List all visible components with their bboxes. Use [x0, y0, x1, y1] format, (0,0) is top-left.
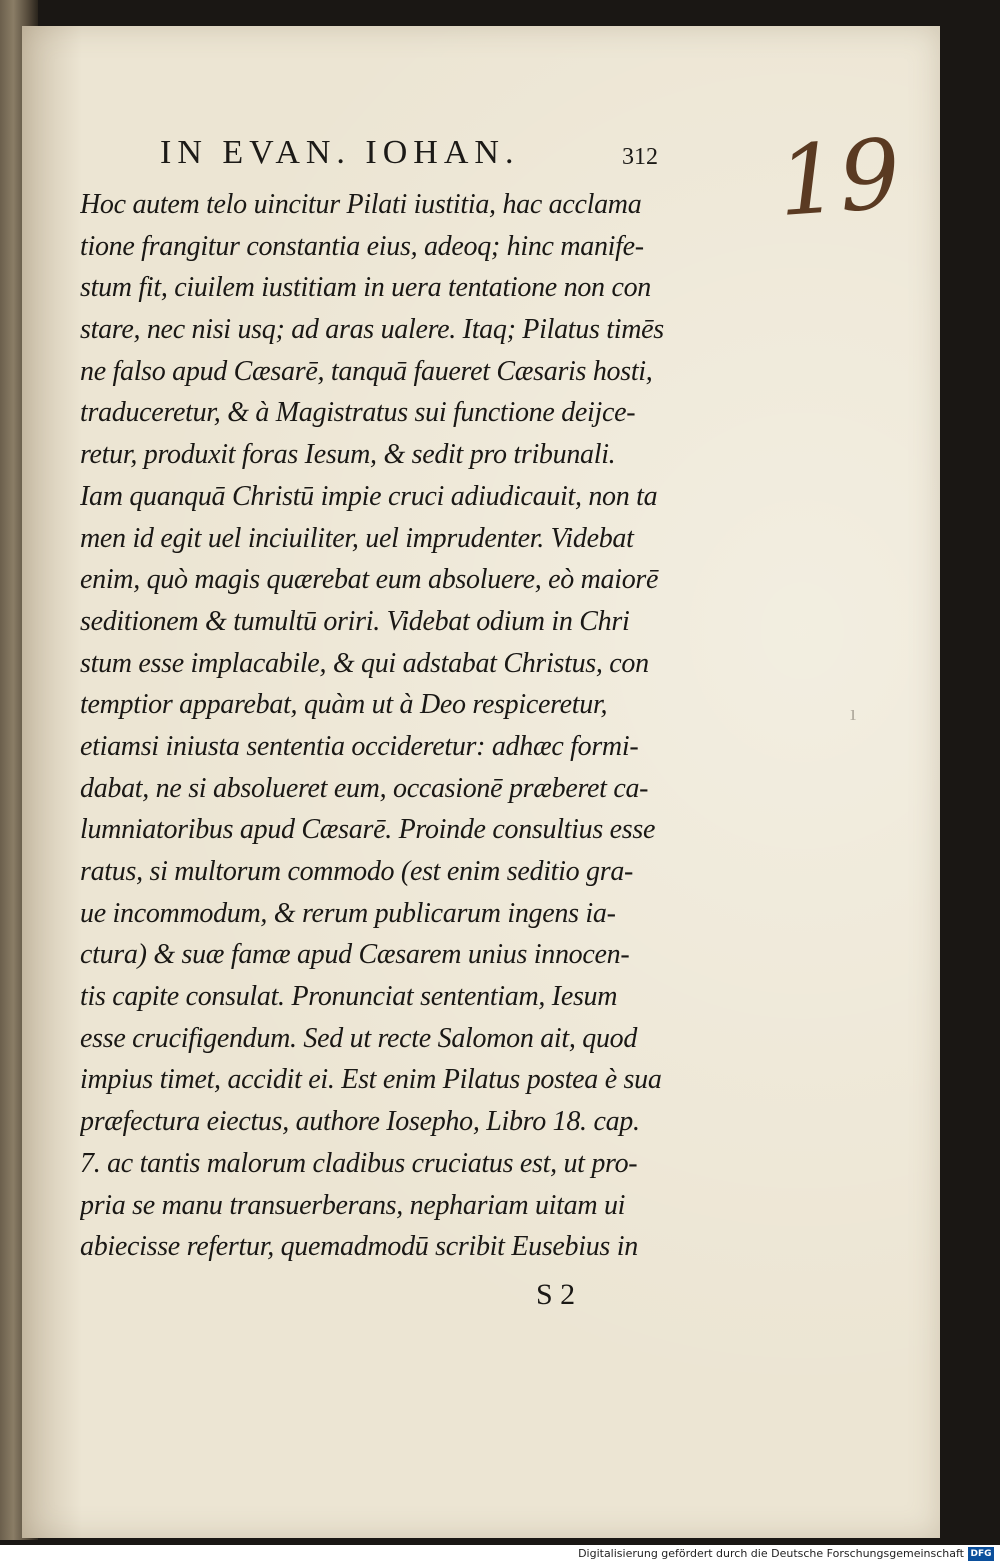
text-line: stum fit, ciuilem iustitiam in uera tentatione non con: [80, 272, 651, 304]
text-line: lumniatoribus apud Cæsarē. Proinde consultius esse: [80, 814, 656, 846]
page-header: [160, 134, 680, 174]
page-number: 312: [622, 144, 658, 170]
signature-mark: S 2: [536, 1278, 576, 1311]
dfg-logo: DFG: [968, 1547, 994, 1561]
text-line: ne falso apud Cæsarē, tanquā faueret Cæsaris hosti,: [80, 355, 653, 387]
text-line: ctura) & suæ famæ apud Cæsarem unius innocen-: [80, 939, 630, 971]
handwritten-folio-number: 19: [774, 117, 904, 239]
body-text: [80, 184, 710, 1268]
text-line: men id egit uel inciuiliter, uel imprudenter. Videbat: [80, 522, 634, 554]
text-line: impius timet, accidit ei. Est enim Pilatus postea è sua: [80, 1064, 662, 1096]
text-line: Hoc autem telo uincitur Pilati iustitia, hac acclama: [80, 189, 642, 220]
text-line: præfectura eiectus, authore Iosepho, Libro 18. cap.: [80, 1106, 640, 1138]
text-line: Iam quanquā Christū impie cruci adiudicauit, non ta: [80, 480, 658, 512]
bleed-through-mark: ı: [850, 700, 857, 725]
text-line: stum esse implacabile, & qui adstabat Christus, con: [80, 647, 649, 679]
text-line: retur, produxit foras Iesum, & sedit pro tribunali.: [80, 439, 616, 471]
text-line: traduceretur, & à Magistratus sui functione deijce-: [80, 397, 636, 429]
text-line: pria se manu transuerberans, nephariam uitam ui: [80, 1189, 626, 1221]
text-line: seditionem & tumultū oriri. Videbat odium in Chri: [80, 605, 630, 637]
text-line: abiecisse refertur, quemadmodū scribit Eusebius in: [80, 1231, 638, 1263]
funding-credit: Digitalisierung gefördert durch die Deutsche Forschungsgemeinschaft: [578, 1547, 964, 1560]
text-line: 7. ac tantis malorum cladibus cruciatus est, ut pro-: [80, 1147, 638, 1179]
running-title: IN EVAN. IOHAN.: [160, 134, 520, 171]
text-line: etiamsi iniusta sententia occideretur: adhæc formi-: [80, 730, 639, 762]
text-line: tione frangitur constantia eius, adeoq; hinc manife-: [80, 230, 644, 262]
text-line: enim, quò magis quærebat eum absoluere, eò maiorē: [80, 564, 659, 596]
text-line: temptior apparebat, quàm ut à Deo respiceretur,: [80, 689, 608, 721]
text-line: esse crucifigendum. Sed ut recte Salomon ait, quod: [80, 1022, 638, 1054]
text-line: dabat, ne si absolueret eum, occasionē præberet ca-: [80, 772, 649, 804]
text-line: ue incommodum, & rerum publicarum ingens ia-: [80, 897, 616, 929]
text-line: tis capite consulat. Pronunciat sententiam, Iesum: [80, 981, 618, 1013]
text-line: stare, nec nisi usq; ad aras ualere. Itaq; Pilatus timēs: [80, 314, 664, 346]
text-line: ratus, si multorum commodo (est enim seditio gra-: [80, 856, 634, 887]
